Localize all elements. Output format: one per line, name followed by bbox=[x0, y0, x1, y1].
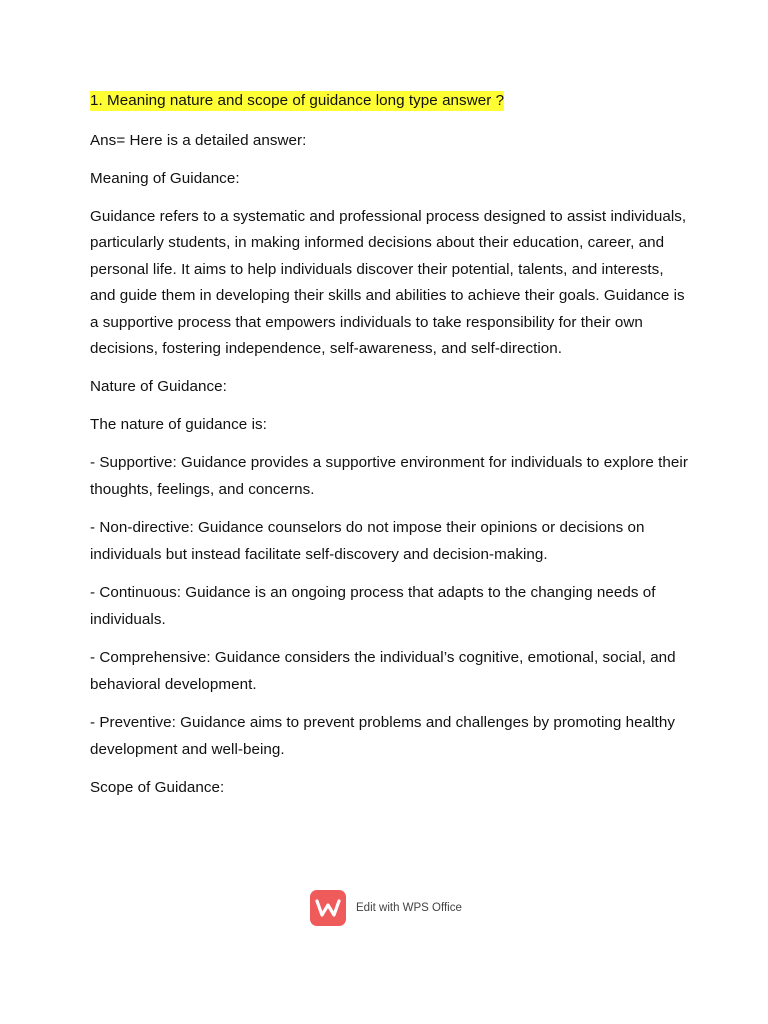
scope-heading: Scope of Guidance: bbox=[90, 779, 225, 796]
wps-office-logo-icon[interactable] bbox=[310, 890, 346, 926]
nature-point-comprehensive: - Comprehensive: Guidance considers the individual’s cognitive, emotional, social, and behavioral development. bbox=[90, 649, 676, 693]
meaning-paragraph: Guidance refers to a systematic and professional process designed to assist individuals, particularly students, in making informed decisions about their education, career, and personal life. It aims to help individuals discover their potential, talents, and interests, and guide them in developing their skills and abilities to achieve their goals. Guidance is a supportive process that empowers individuals to take responsibility for their own decisions, fostering independence, self-awareness, and self-direction. bbox=[90, 207, 687, 357]
nature-point-continuous: - Continuous: Guidance is an ongoing process that adapts to the changing needs of individuals. bbox=[90, 584, 656, 628]
meaning-heading: Meaning of Guidance: bbox=[90, 169, 240, 187]
nature-heading: Nature of Guidance: bbox=[90, 378, 227, 395]
nature-point-preventive: - Preventive: Guidance aims to prevent problems and challenges by promoting healthy development and well-being. bbox=[90, 714, 675, 758]
question-highlight: 1. Meaning nature and scope of guidance long type answer ? bbox=[90, 92, 505, 109]
answer-intro: Ans= Here is a detailed answer: bbox=[90, 131, 307, 149]
edit-with-wps-link[interactable]: Edit with WPS Office bbox=[356, 902, 462, 914]
nature-point-non-directive: - Non-directive: Guidance counselors do not impose their opinions or decisions on individuals but instead facilitate self-discovery and decision-making. bbox=[90, 519, 645, 563]
nature-point-supportive: - Supportive: Guidance provides a supportive environment for individuals to explore their thoughts, feelings, and concerns. bbox=[90, 454, 688, 498]
document-page bbox=[90, 88, 690, 813]
nature-intro: The nature of guidance is: bbox=[90, 416, 267, 433]
question-heading bbox=[90, 88, 690, 115]
wps-w-glyph bbox=[315, 897, 341, 919]
wps-footer[interactable] bbox=[310, 890, 462, 926]
